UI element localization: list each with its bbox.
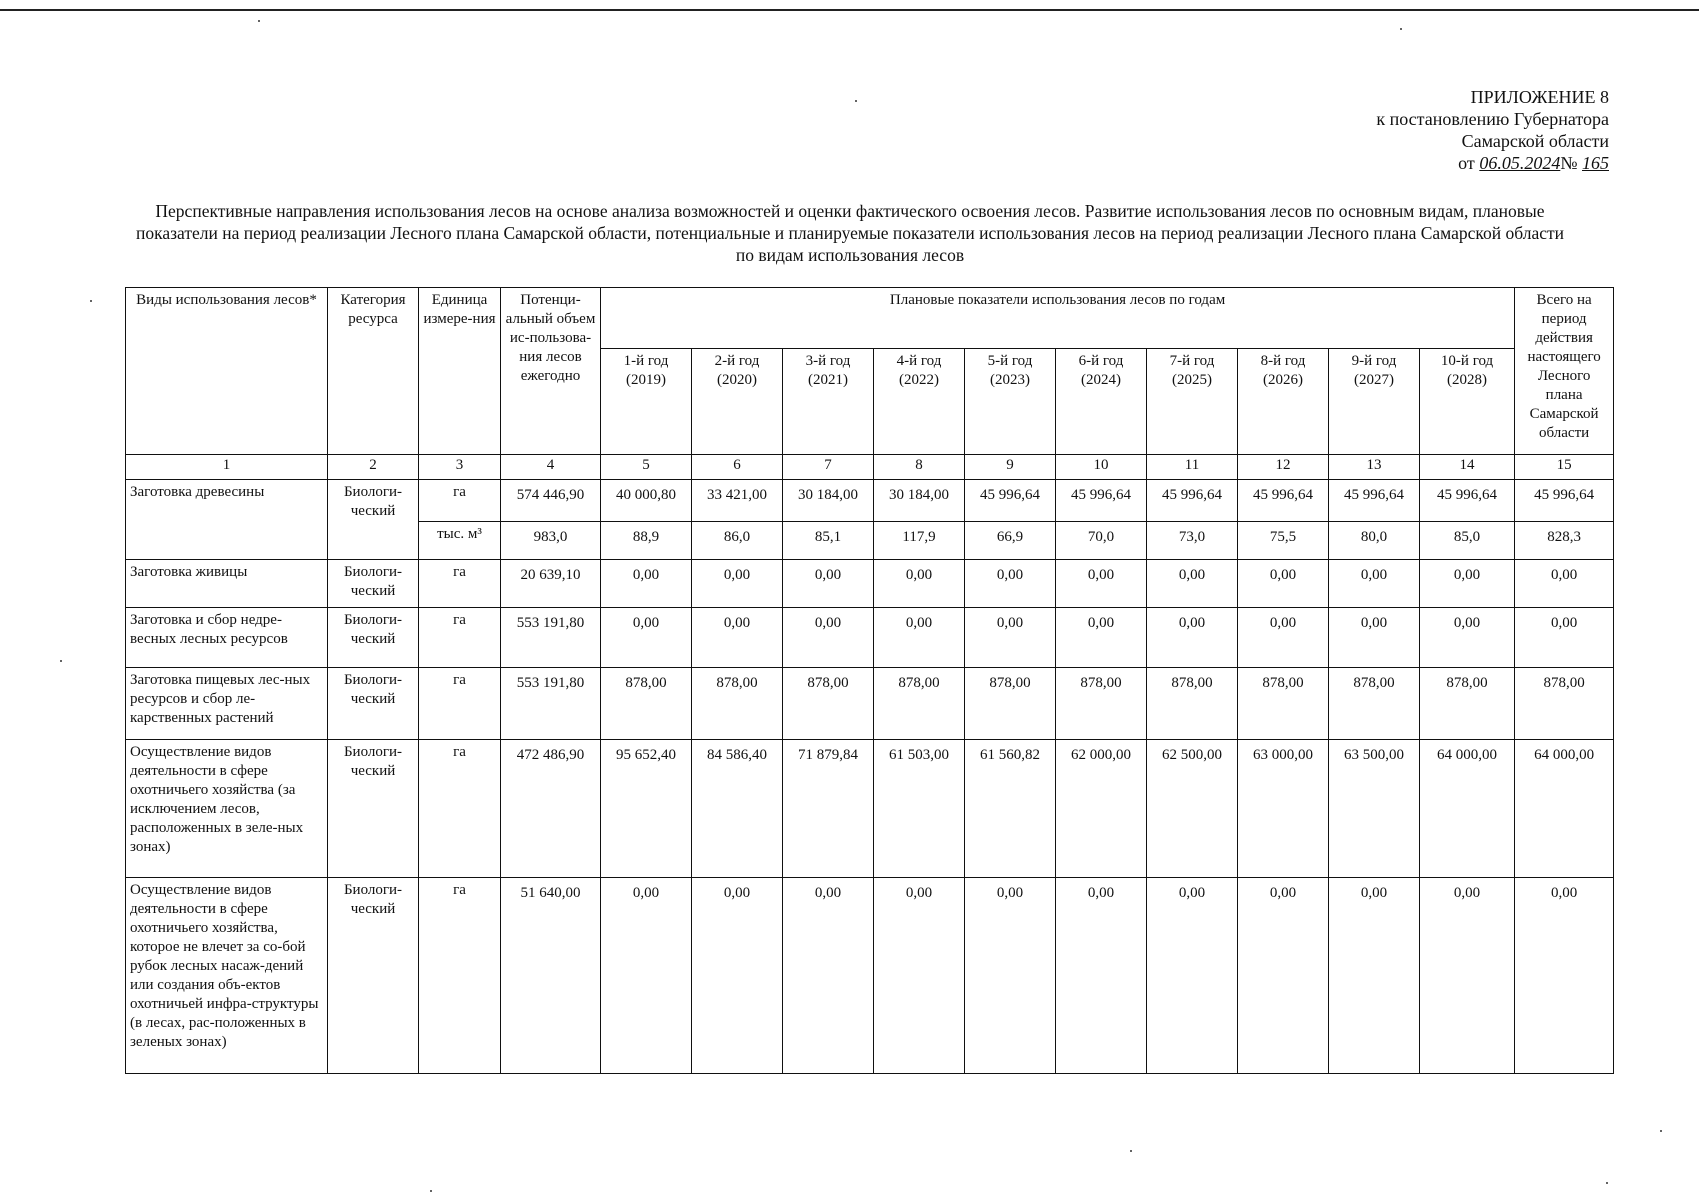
column-index: 2 bbox=[328, 455, 419, 480]
date-prefix: от bbox=[1458, 153, 1475, 173]
cell-year-value: 86,0 bbox=[692, 522, 783, 560]
column-index: 14 bbox=[1420, 455, 1515, 480]
cell-year-value: 0,00 bbox=[1420, 878, 1515, 1074]
cell-year-value: 80,0 bbox=[1329, 522, 1420, 560]
cell-year-value: 95 652,40 bbox=[601, 740, 692, 878]
cell-year-value: 878,00 bbox=[1238, 668, 1329, 740]
cell-potential: 472 486,90 bbox=[501, 740, 601, 878]
cell-category: Биологи-ческий bbox=[328, 480, 419, 560]
cell-year-value: 878,00 bbox=[1147, 668, 1238, 740]
cell-total: 0,00 bbox=[1515, 878, 1614, 1074]
scan-speck bbox=[855, 100, 857, 102]
header-year: 4-й год (2022) bbox=[874, 349, 965, 455]
forest-use-table bbox=[125, 287, 1614, 1074]
scan-speck bbox=[1660, 1130, 1662, 1132]
cell-year-value: 0,00 bbox=[874, 560, 965, 608]
cell-year-value: 117,9 bbox=[874, 522, 965, 560]
column-index-row bbox=[126, 455, 1614, 480]
scan-speck bbox=[1606, 1182, 1608, 1184]
header-year: 1-й год (2019) bbox=[601, 349, 692, 455]
cell-total: 878,00 bbox=[1515, 668, 1614, 740]
header-row-1 bbox=[126, 288, 1614, 349]
cell-unit: га bbox=[419, 668, 501, 740]
appendix-number: ПРИЛОЖЕНИЕ 8 bbox=[1470, 87, 1609, 107]
cell-kind: Заготовка живицы bbox=[126, 560, 328, 608]
cell-year-value: 0,00 bbox=[1147, 878, 1238, 1074]
cell-kind: Осуществление видов деятельности в сфере охотничьего хозяйства, которое не влечет за со-бой рубок лесных насаж-дений или создания объ-ектов охотничьей инфра-структуры (в лесах, рас-положенных в зеленых зонах) bbox=[126, 878, 328, 1074]
cell-year-value: 878,00 bbox=[1056, 668, 1147, 740]
column-index: 10 bbox=[1056, 455, 1147, 480]
cell-year-value: 33 421,00 bbox=[692, 480, 783, 522]
cell-year-value: 0,00 bbox=[965, 560, 1056, 608]
cell-total: 0,00 bbox=[1515, 560, 1614, 608]
cell-total: 45 996,64 bbox=[1515, 480, 1614, 522]
cell-potential: 20 639,10 bbox=[501, 560, 601, 608]
column-index: 15 bbox=[1515, 455, 1614, 480]
column-index: 9 bbox=[965, 455, 1056, 480]
cell-year-value: 878,00 bbox=[601, 668, 692, 740]
cell-year-value: 0,00 bbox=[965, 878, 1056, 1074]
column-index: 5 bbox=[601, 455, 692, 480]
cell-year-value: 71 879,84 bbox=[783, 740, 874, 878]
scan-speck bbox=[90, 300, 92, 302]
cell-year-value: 0,00 bbox=[692, 878, 783, 1074]
cell-year-value: 84 586,40 bbox=[692, 740, 783, 878]
cell-year-value: 45 996,64 bbox=[1147, 480, 1238, 522]
cell-total: 0,00 bbox=[1515, 608, 1614, 668]
cell-year-value: 85,1 bbox=[783, 522, 874, 560]
appendix-date-line bbox=[1269, 152, 1609, 174]
cell-year-value: 878,00 bbox=[965, 668, 1056, 740]
scan-speck bbox=[258, 20, 260, 22]
scan-top-border bbox=[0, 9, 1699, 11]
cell-unit: га bbox=[419, 878, 501, 1074]
header-year: 3-й год (2021) bbox=[783, 349, 874, 455]
cell-year-value: 878,00 bbox=[874, 668, 965, 740]
header-year: 2-й год (2020) bbox=[692, 349, 783, 455]
handwritten-number: 165 bbox=[1582, 153, 1609, 173]
cell-year-value: 30 184,00 bbox=[874, 480, 965, 522]
cell-year-value: 0,00 bbox=[1056, 878, 1147, 1074]
cell-unit: тыс. м³ bbox=[419, 522, 501, 560]
cell-year-value: 0,00 bbox=[601, 560, 692, 608]
cell-year-value: 0,00 bbox=[692, 608, 783, 668]
cell-kind: Осуществление видов деятельности в сфере охотничьего хозяйства (за исключением лесов, расположенных в зеле-ных зонах) bbox=[126, 740, 328, 878]
header-year: 6-й год (2024) bbox=[1056, 349, 1147, 455]
cell-year-value: 878,00 bbox=[1329, 668, 1420, 740]
cell-unit: га bbox=[419, 740, 501, 878]
handwritten-date: 06.05.2024 bbox=[1479, 153, 1561, 173]
cell-year-value: 0,00 bbox=[692, 560, 783, 608]
cell-year-value: 0,00 bbox=[1238, 560, 1329, 608]
cell-potential: 553 191,80 bbox=[501, 608, 601, 668]
column-index: 6 bbox=[692, 455, 783, 480]
cell-year-value: 0,00 bbox=[874, 608, 965, 668]
appendix-header bbox=[1269, 86, 1609, 174]
scan-speck bbox=[430, 1190, 432, 1192]
cell-category: Биологи-ческий bbox=[328, 560, 419, 608]
cell-potential: 983,0 bbox=[501, 522, 601, 560]
cell-year-value: 30 184,00 bbox=[783, 480, 874, 522]
cell-unit: га bbox=[419, 608, 501, 668]
cell-year-value: 73,0 bbox=[1147, 522, 1238, 560]
cell-year-value: 0,00 bbox=[783, 560, 874, 608]
cell-year-value: 0,00 bbox=[1329, 608, 1420, 668]
table-row bbox=[126, 560, 1614, 608]
column-index: 12 bbox=[1238, 455, 1329, 480]
cell-year-value: 878,00 bbox=[783, 668, 874, 740]
cell-year-value: 0,00 bbox=[1147, 608, 1238, 668]
header-plan-group: Плановые показатели использования лесов по годам bbox=[601, 288, 1515, 349]
header-year: 8-й год (2026) bbox=[1238, 349, 1329, 455]
cell-year-value: 0,00 bbox=[1238, 608, 1329, 668]
table-row bbox=[126, 480, 1614, 522]
cell-year-value: 0,00 bbox=[1329, 560, 1420, 608]
cell-year-value: 63 500,00 bbox=[1329, 740, 1420, 878]
cell-year-value: 62 000,00 bbox=[1056, 740, 1147, 878]
column-index: 13 bbox=[1329, 455, 1420, 480]
cell-year-value: 0,00 bbox=[1056, 560, 1147, 608]
cell-category: Биологи-ческий bbox=[328, 878, 419, 1074]
cell-year-value: 85,0 bbox=[1420, 522, 1515, 560]
header-potential: Потенци-альный объем ис-пользова-ния лесов ежегодно bbox=[501, 288, 601, 455]
cell-year-value: 63 000,00 bbox=[1238, 740, 1329, 878]
scan-speck bbox=[60, 660, 62, 662]
cell-year-value: 0,00 bbox=[1056, 608, 1147, 668]
cell-year-value: 62 500,00 bbox=[1147, 740, 1238, 878]
cell-year-value: 0,00 bbox=[874, 878, 965, 1074]
cell-year-value: 40 000,80 bbox=[601, 480, 692, 522]
cell-year-value: 878,00 bbox=[1420, 668, 1515, 740]
cell-category: Биологи-ческий bbox=[328, 668, 419, 740]
cell-year-value: 0,00 bbox=[1420, 608, 1515, 668]
cell-year-value: 0,00 bbox=[1329, 878, 1420, 1074]
column-index: 1 bbox=[126, 455, 328, 480]
cell-kind: Заготовка и сбор недре-весных лесных ресурсов bbox=[126, 608, 328, 668]
appendix-decree: к постановлению Губернатора bbox=[1376, 109, 1609, 129]
table-row bbox=[126, 668, 1614, 740]
number-prefix: № bbox=[1560, 153, 1578, 173]
cell-year-value: 61 503,00 bbox=[874, 740, 965, 878]
appendix-region: Самарской области bbox=[1461, 131, 1609, 151]
cell-category: Биологи-ческий bbox=[328, 608, 419, 668]
cell-year-value: 75,5 bbox=[1238, 522, 1329, 560]
column-index: 3 bbox=[419, 455, 501, 480]
cell-year-value: 45 996,64 bbox=[1056, 480, 1147, 522]
header-unit: Единица измере-ния bbox=[419, 288, 501, 455]
cell-year-value: 45 996,64 bbox=[1329, 480, 1420, 522]
header-total: Всего на период действия настоящего Лесного плана Самарской области bbox=[1515, 288, 1614, 455]
column-index: 8 bbox=[874, 455, 965, 480]
cell-year-value: 0,00 bbox=[965, 608, 1056, 668]
cell-year-value: 0,00 bbox=[601, 608, 692, 668]
table-row bbox=[126, 608, 1614, 668]
cell-potential: 51 640,00 bbox=[501, 878, 601, 1074]
cell-year-value: 0,00 bbox=[1238, 878, 1329, 1074]
cell-potential: 553 191,80 bbox=[501, 668, 601, 740]
cell-year-value: 0,00 bbox=[1420, 560, 1515, 608]
header-year: 9-й год (2027) bbox=[1329, 349, 1420, 455]
cell-year-value: 0,00 bbox=[783, 608, 874, 668]
cell-year-value: 45 996,64 bbox=[1420, 480, 1515, 522]
cell-kind: Заготовка пищевых лес-ных ресурсов и сбор ле-карственных растений bbox=[126, 668, 328, 740]
column-index: 11 bbox=[1147, 455, 1238, 480]
cell-year-value: 0,00 bbox=[601, 878, 692, 1074]
table-row bbox=[126, 878, 1614, 1074]
cell-year-value: 66,9 bbox=[965, 522, 1056, 560]
column-index: 4 bbox=[501, 455, 601, 480]
header-kind: Виды использования лесов* bbox=[126, 288, 328, 455]
cell-potential: 574 446,90 bbox=[501, 480, 601, 522]
cell-total: 828,3 bbox=[1515, 522, 1614, 560]
cell-category: Биологи-ческий bbox=[328, 740, 419, 878]
cell-year-value: 88,9 bbox=[601, 522, 692, 560]
cell-unit: га bbox=[419, 480, 501, 522]
cell-kind: Заготовка древесины bbox=[126, 480, 328, 560]
header-year: 10-й год (2028) bbox=[1420, 349, 1515, 455]
cell-year-value: 70,0 bbox=[1056, 522, 1147, 560]
header-category: Категория ресурса bbox=[328, 288, 419, 455]
header-year: 5-й год (2023) bbox=[965, 349, 1056, 455]
document-title: Перспективные направления использования лесов на основе анализа возможностей и оценки фактического освоения лесов. Развитие использования лесов по основным видам, плановые показатели на период реализации Лесного плана Самарской области, потенциальные и планируемые показатели использования лесов на период реализации Лесного плана Самарской области по видам использования лесов bbox=[135, 201, 1565, 265]
cell-year-value: 45 996,64 bbox=[1238, 480, 1329, 522]
cell-unit: га bbox=[419, 560, 501, 608]
column-index: 7 bbox=[783, 455, 874, 480]
cell-year-value: 45 996,64 bbox=[965, 480, 1056, 522]
cell-year-value: 61 560,82 bbox=[965, 740, 1056, 878]
cell-year-value: 878,00 bbox=[692, 668, 783, 740]
scan-speck bbox=[1400, 28, 1402, 30]
table-row bbox=[126, 740, 1614, 878]
header-year: 7-й год (2025) bbox=[1147, 349, 1238, 455]
cell-year-value: 64 000,00 bbox=[1420, 740, 1515, 878]
cell-year-value: 0,00 bbox=[783, 878, 874, 1074]
cell-total: 64 000,00 bbox=[1515, 740, 1614, 878]
scan-speck bbox=[1130, 1150, 1132, 1152]
cell-year-value: 0,00 bbox=[1147, 560, 1238, 608]
